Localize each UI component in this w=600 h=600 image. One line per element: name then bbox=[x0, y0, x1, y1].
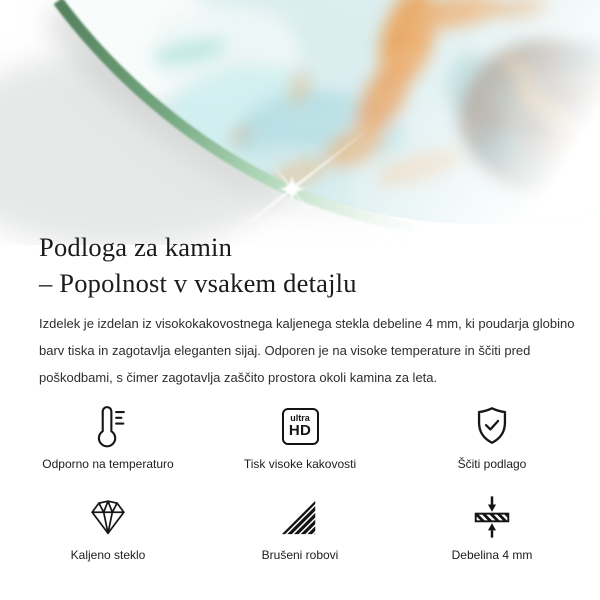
thickness-icon bbox=[469, 493, 515, 541]
page-title-line2: – Popolnost v vsakem detajlu bbox=[39, 268, 357, 298]
feature-label: Tisk visoke kakovosti bbox=[243, 457, 357, 471]
feature-label: Ščiti podlago bbox=[457, 457, 527, 471]
thermometer-icon bbox=[85, 402, 131, 450]
feature-label: Odporno na temperaturo bbox=[42, 457, 174, 471]
shield-check-icon bbox=[469, 402, 515, 450]
feature-polished-edges bbox=[204, 493, 396, 562]
feature-tempered-glass bbox=[12, 493, 204, 562]
page-title-line1: Podloga za kamin bbox=[39, 232, 233, 262]
feature-protects-surface bbox=[396, 402, 588, 471]
diamond-icon bbox=[85, 493, 131, 541]
feature-label: Kaljeno steklo bbox=[70, 548, 146, 562]
ultra-hd-badge-top: ultra bbox=[290, 413, 310, 423]
ultra-hd-icon bbox=[282, 402, 319, 450]
features-grid bbox=[12, 402, 588, 562]
page-title bbox=[39, 229, 357, 301]
ultra-hd-badge-bottom: HD bbox=[288, 422, 312, 439]
ultra-hd-badge bbox=[282, 408, 319, 445]
glass-panel-image bbox=[0, 0, 600, 245]
feature-label: Brušeni robovi bbox=[261, 548, 339, 562]
feature-temperature-resistant bbox=[12, 402, 204, 471]
product-hero-image bbox=[0, 0, 600, 245]
feature-thickness bbox=[396, 493, 588, 562]
polished-edges-icon bbox=[277, 493, 323, 541]
feature-label: Debelina 4 mm bbox=[451, 548, 533, 562]
feature-print-quality bbox=[204, 402, 396, 471]
product-description: Izdelek je izdelan iz visokokakovostnega kaljenega stekla debeline 4 mm, ki poudarja globino barv tiska in zagotavlja eleganten sijaj. Odporen je na visoke temperature in ščiti pred poškodbami, s čimer zagotavlja zaščito prostora okoli kamina za leta. bbox=[39, 316, 575, 385]
